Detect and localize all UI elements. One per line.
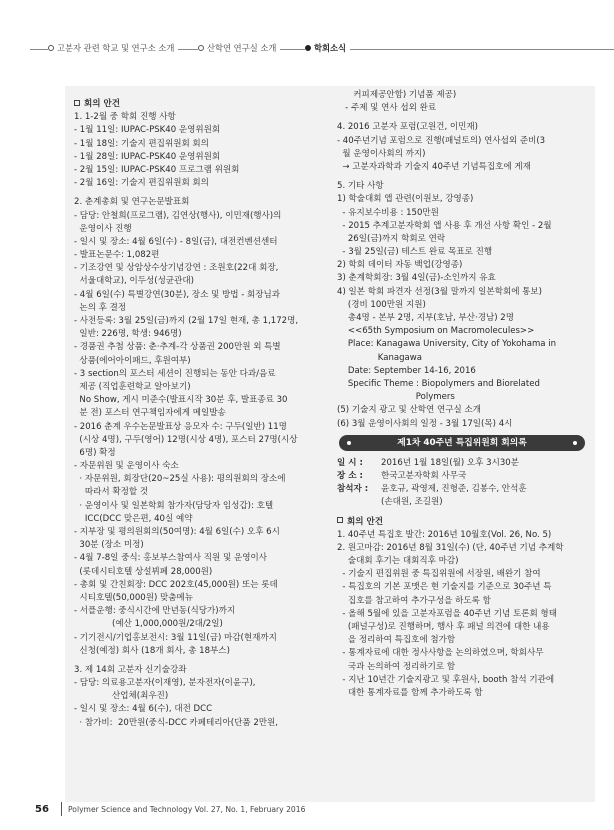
- text-line: [337, 621, 587, 634]
- line-text: 상품(에어아이패드, 후원여부): [74, 355, 191, 366]
- meeting-title: 제1차 40주년 특집위원회 회의록: [397, 437, 527, 448]
- line-text: 회의 안건: [84, 99, 121, 109]
- text-line: [337, 352, 587, 365]
- bullet-icon: [347, 441, 351, 445]
- line-text: 1. 40주년 특집호 발간: 2016년 10월호(Vol. 26, No. 5): [337, 529, 552, 540]
- line-text: - 발표논문수: 1,082편: [74, 250, 160, 261]
- text-line: [337, 233, 587, 246]
- text-line: [74, 249, 333, 262]
- text-line: [337, 661, 587, 674]
- circle-icon: [198, 45, 204, 51]
- line-text: 서울대학교), 이두성(성균관대): [74, 276, 194, 287]
- text-line: [337, 581, 587, 594]
- line-text: - 기조강연 및 상암상수상기념강연 : 조원호(22대 회장,: [74, 263, 279, 274]
- text-line: [337, 220, 587, 233]
- text-line: [74, 579, 333, 592]
- text-line: [337, 542, 587, 555]
- meeting-date: [337, 457, 587, 470]
- text-line: [337, 121, 587, 134]
- nav-label: 산학연 연구실 소개: [207, 43, 277, 53]
- line-text: 3) 춘계학회장: 3월 4일(금)-소인까지 유효: [337, 273, 496, 284]
- text-line: [74, 513, 333, 526]
- text-line: [337, 674, 587, 687]
- text-line: [337, 404, 587, 417]
- text-line: [337, 365, 587, 378]
- text-line: [337, 608, 587, 621]
- text-line: [337, 391, 587, 404]
- meeting-agenda: [337, 516, 587, 701]
- agenda-continued: [337, 89, 587, 431]
- line-text: - 담당: 안철희(프로그램), 김연상(행사), 이민재(행사)의: [74, 210, 282, 221]
- line-text: 을 정리하여 특집호에 첨가함: [337, 635, 456, 646]
- right-column: [337, 89, 587, 700]
- text-line: [74, 368, 333, 381]
- line-text: (예산 1,000,000원/2대/2일): [74, 619, 223, 630]
- meeting-place: [337, 470, 587, 483]
- text-line: [74, 315, 333, 328]
- text-line: [337, 135, 587, 148]
- line-text: - 총회 및 간친회장: DCC 202호(45,000원) 또는 롯데: [74, 579, 278, 590]
- meeting-place-value: 한국고분자학회 사무국: [381, 470, 467, 481]
- line-text: 집호를 참고하여 추가구성을 하도록 함: [337, 595, 491, 606]
- line-text: 논의 후 결정: [74, 302, 127, 313]
- line-text: - 4월 7-8일 중식: 홍보부스참여사 직원 및 운영이사: [74, 553, 267, 564]
- line-text: Kanagawa: [337, 352, 422, 363]
- text-line: [337, 161, 587, 174]
- meeting-place-key: 장 소 :: [337, 470, 363, 481]
- nav-label: 학회소식: [314, 43, 347, 53]
- line-text: (패널구성)로 진행하며, 행사 후 패널 의견에 대한 내용: [337, 622, 550, 632]
- line-text: 술대회 후기는 대회직후 마감): [337, 556, 459, 567]
- text-line: [74, 664, 333, 677]
- line-text: (롯데시티호텔 상설뷔페 28,000원): [74, 566, 213, 577]
- text-line: [74, 645, 333, 658]
- text-line: [74, 632, 333, 645]
- text-line: [337, 378, 587, 391]
- line-text: <<65th Symposium on Macromolecules>>: [337, 326, 535, 337]
- text-line: [74, 210, 333, 223]
- text-line: [337, 568, 587, 581]
- text-line: [74, 394, 333, 407]
- line-text: 2) 학회 데이터 자동 백업(강영종): [337, 260, 463, 271]
- text-line: [74, 262, 333, 275]
- page-number: 56: [35, 804, 49, 815]
- line-text: - 2월 15일: IUPAC-PSK40 프로그램 위원회: [74, 164, 240, 175]
- filled-circle-icon: [305, 45, 311, 51]
- meeting-date-key: 일 시 :: [337, 457, 363, 468]
- meeting-attendees-value-2: (손대원, 조길원): [381, 497, 443, 508]
- text-line: [74, 717, 333, 730]
- text-line: [337, 647, 587, 660]
- nav-link-schools[interactable]: [48, 41, 178, 55]
- text-line: [74, 539, 333, 552]
- text-line: [337, 529, 587, 542]
- line-text: - 지난 10년간 기술지광고 및 후원사, booth 참석 기관에: [337, 674, 555, 685]
- nav-link-society-news[interactable]: [305, 41, 350, 55]
- text-line: [74, 526, 333, 539]
- line-text: 운영이사 진행: [74, 223, 132, 234]
- footer-divider: [61, 802, 62, 816]
- text-line: [74, 275, 333, 288]
- text-line: [74, 592, 333, 605]
- text-line: [74, 302, 333, 315]
- text-line: [74, 289, 333, 302]
- line-text: - 자문위원 및 운영이사 숙소: [74, 461, 179, 472]
- line-text: 1) 학술대회 앱 관련(이원보, 강영종): [337, 194, 474, 205]
- line-text: - 일시 및 장소: 4월 6일(수) - 8일(금), 대전컨벤션센터: [74, 236, 278, 247]
- line-text: 일반: 226명, 학생: 946명): [74, 329, 182, 340]
- line-text: 대한 통계자료를 함께 추가하도록 함: [337, 687, 483, 698]
- text-line: [74, 434, 333, 447]
- meeting-attendees-value: 윤호규, 곽영제, 진형준, 김봉수, 안석훈: [381, 484, 527, 495]
- line-text: Polymers: [337, 392, 455, 403]
- text-line: [74, 328, 333, 341]
- text-line: [74, 124, 333, 137]
- journal-citation: Polymer Science and Technology Vol. 27, No. 1, February 2016: [68, 805, 306, 814]
- line-text: - 2016 춘계 우수논문발표상 응모자 수: 구두(일반) 11명: [74, 421, 287, 432]
- text-line: [337, 299, 587, 312]
- text-line: [337, 687, 587, 700]
- line-text: - 40주년기념 포럼으로 진행(패널토의) 연사섭외 준비(3: [337, 135, 546, 146]
- line-text: - 1월 28일: IUPAC-PSK40 운영위원회: [74, 151, 221, 162]
- text-line: [337, 286, 587, 299]
- text-line: [74, 473, 333, 486]
- content-panel: [65, 86, 595, 802]
- nav-link-labs[interactable]: [198, 41, 280, 55]
- text-line: [74, 236, 333, 249]
- text-line: [337, 148, 587, 161]
- line-text: 월 운영이사회의 까지): [337, 148, 426, 159]
- line-text: 4) 일본 학회 파견자 선정(3월 말까지 일본학회에 통보): [337, 286, 543, 297]
- text-line: [74, 223, 333, 236]
- line-text: - 1월 18일: 기술지 편집위원회 회의: [74, 138, 209, 149]
- line-text: · 운영이사 및 일본학회 참가자(담당자 임성갑): 호텔: [74, 500, 274, 511]
- circle-icon: [48, 45, 54, 51]
- line-text: 분 전) 포스터 연구책임자에게 메일발송: [74, 408, 226, 419]
- meeting-attendees-absent: [337, 496, 587, 509]
- text-line: [74, 164, 333, 177]
- text-line: [74, 341, 333, 354]
- line-text: - 경품권 추첨 상품: 춘·추계-각 상품권 200만원 외 특별: [74, 342, 281, 353]
- line-text: · 참가비: 20만원(중식-DCC 카페테리아(단품 2만원,: [74, 717, 279, 728]
- text-line: [337, 325, 587, 338]
- text-line: [74, 151, 333, 164]
- line-text: - 기술지 편집위원 중 특집위원에 서장원, 배완기 참여: [337, 569, 541, 580]
- text-line: [74, 111, 333, 124]
- line-text: - 통계자료에 대한 정사사항을 논의하였으며, 학회사무: [337, 648, 544, 659]
- line-text: 4. 2016 고분자 포럼(고원건, 이민재): [337, 122, 478, 133]
- text-line: [337, 312, 587, 325]
- line-text: 6명) 확정: [74, 447, 116, 458]
- text-line: [74, 447, 333, 460]
- line-text: 커피제공안함) 기념품 제공): [337, 90, 457, 100]
- meeting-date-value: 2016년 1월 18일(월) 오후 3시30분: [381, 457, 519, 468]
- nav-label: 고분자 관련 학교 및 연구소 소개: [57, 43, 175, 53]
- line-text: (시상 4명), 구두(영어) 12명(시상 4명), 포스터 27명(시상: [74, 434, 298, 445]
- square-bullet-icon: [337, 517, 343, 523]
- line-text: 신청(예정) 회사 (18개 회사, 총 18부스): [74, 645, 230, 656]
- line-text: - 2015 추계고분자학회 앱 사용 후 개선 사항 확인 - 2월: [337, 220, 552, 231]
- text-line: [337, 246, 587, 259]
- text-line: [337, 89, 587, 102]
- line-text: · 자문위원, 회장단(20~25실 사용): 평의원회의 장소에: [74, 474, 286, 485]
- text-line: [74, 196, 333, 209]
- line-text: ICC(DCC 맞은편, 40실 예약: [74, 513, 193, 524]
- text-line: [337, 634, 587, 647]
- line-text: - 주제 및 연사 섭외 완료: [337, 103, 437, 114]
- text-line: [337, 102, 587, 115]
- line-text: 따라서 확정할 것: [74, 487, 149, 498]
- text-line: [74, 677, 333, 690]
- line-text: - 올해 5월에 있을 고분자포럼을 40주년 기념 토론회 형태: [337, 608, 557, 619]
- line-text: Date: September 14-16, 2016: [337, 365, 476, 376]
- text-line: [74, 552, 333, 565]
- line-text: 2. 원고마감: 2016년 8월 31일(수) (단, 40주년 기념 추계학: [337, 542, 564, 553]
- text-line: [337, 207, 587, 220]
- square-bullet-icon: [74, 100, 80, 106]
- line-text: - 1월 11일: IUPAC-PSK40 운영위원회: [74, 125, 221, 136]
- text-line: [337, 272, 587, 285]
- text-line: [74, 421, 333, 434]
- text-line: [337, 338, 587, 351]
- line-text: No Show, 게시 미준수(발표시작 30분 후, 발표종료 30: [74, 395, 288, 406]
- text-line: [337, 595, 587, 608]
- line-text: 1. 1-2월 중 학회 진행 사항: [74, 112, 176, 123]
- line-text: - 일시 및 장소: 4월 6(수), 대전 DCC: [74, 704, 213, 715]
- text-line: [74, 566, 333, 579]
- text-line: [74, 138, 333, 151]
- text-line: [74, 690, 333, 703]
- text-line: [74, 500, 333, 513]
- text-line: [337, 418, 587, 431]
- line-text: - 특집호의 기본 포맷은 현 기술지를 기준으로 30주년 특: [337, 582, 552, 593]
- line-text: 국과 논의하여 정리하기로 함: [337, 661, 456, 672]
- line-text: (6) 3월 운영이사회의 일정 - 3월 17일(목) 4시: [337, 418, 513, 429]
- line-text: 회의 안건: [347, 516, 384, 527]
- line-text: → 고분자과학과 기술지 40주년 기념특집호에 게재: [337, 161, 531, 172]
- line-text: (경비 100만원 지원): [337, 299, 426, 310]
- line-text: - 사전등록: 3월 25일(금)까지 (2월 17일 현재, 총 1,172명,: [74, 316, 299, 326]
- bullet-icon: [573, 441, 577, 445]
- line-text: 5. 기타 사항: [337, 181, 384, 192]
- text-line: [337, 193, 587, 206]
- line-text: - 기기전시/기업홍보전시: 3월 11일(금) 마감(현재까지: [74, 632, 277, 643]
- text-line: [337, 180, 587, 193]
- line-text: - 지부장 및 평의원회의(50여명): 4월 6일(수) 오후 6시: [74, 527, 280, 537]
- line-text: 산업체(최우진): [74, 691, 169, 702]
- meeting-attendees: [337, 483, 587, 496]
- line-text: 제공 (직업훈련학교 알아보기): [74, 381, 191, 392]
- line-text: 시티호텔(50,000원) 맞춤메뉴: [74, 592, 194, 603]
- section-heading: [337, 516, 587, 529]
- line-text: - 담당: 의료용고분자(이재영), 분자전자(이윤구),: [74, 678, 256, 689]
- meeting-attendees-key: 참석자 :: [337, 484, 369, 495]
- line-text: - 3월 25일(금) 테스트 완료 목표로 진행: [337, 247, 493, 258]
- text-line: [74, 605, 333, 618]
- line-text: Specific Theme : Biopolymers and Biorelated: [337, 378, 540, 389]
- text-line: [337, 259, 587, 272]
- line-text: 총4명 - 본부 2명, 지부(호남, 부산·경남) 2명: [337, 313, 514, 323]
- text-line: [337, 555, 587, 568]
- left-column: [74, 98, 333, 730]
- text-line: [74, 407, 333, 420]
- text-line: [74, 618, 333, 631]
- line-text: - 서플운행: 중식시간에 만년동(식당가)까지: [74, 606, 236, 617]
- text-line: [74, 177, 333, 190]
- text-line: [74, 460, 333, 473]
- line-text: (5) 기술지 광고 및 산학연 연구실 소개: [337, 405, 481, 416]
- line-text: 3. 제 14회 고분자 신기술강좌: [74, 664, 187, 675]
- text-line: [74, 486, 333, 499]
- line-text: 2. 춘계총회 및 연구논문발표회: [74, 197, 190, 208]
- line-text: - 3 section의 포스터 세션이 진행되는 동안 다과/음료: [74, 368, 276, 379]
- line-text: - 4월 6일(수) 특별강연(30분), 장소 및 방법 - 회장님과: [74, 289, 281, 300]
- line-text: 30분 (장소 미정): [74, 540, 144, 551]
- line-text: - 2월 16일: 기술지 편집위원회 회의: [74, 178, 209, 189]
- section-heading: [74, 98, 333, 111]
- line-text: 26일(금)까지 학회로 연락: [337, 233, 446, 244]
- text-line: [74, 355, 333, 368]
- text-line: [74, 703, 333, 716]
- line-text: Place: Kanagawa University, City of Yokohama in: [337, 339, 557, 350]
- text-line: [74, 381, 333, 394]
- line-text: - 유지보수비용 : 150만원: [337, 207, 439, 218]
- meeting-title-banner: [339, 435, 585, 451]
